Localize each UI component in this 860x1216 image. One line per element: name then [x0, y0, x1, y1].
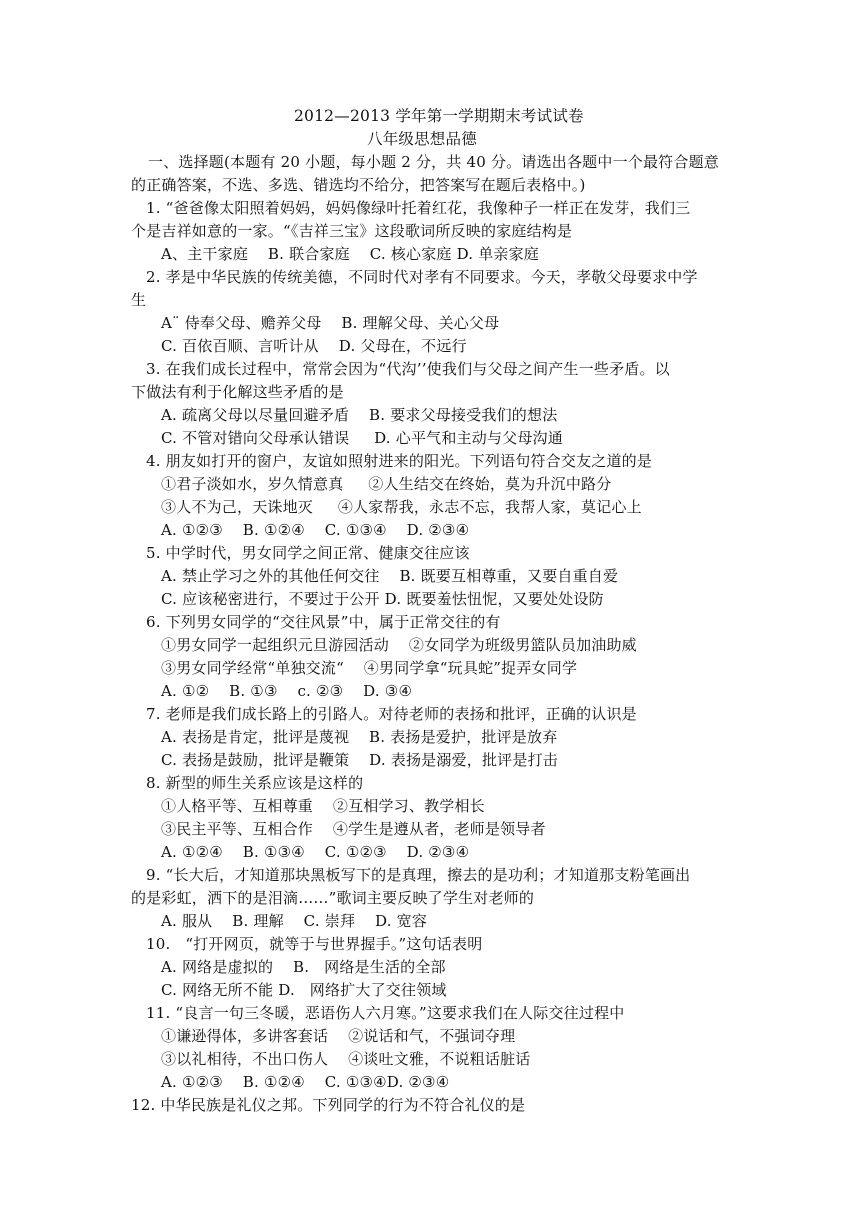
answer-options: C. 百依百顺、言听计从 D. 父母在，不远行 — [161, 337, 467, 355]
statement-options: ①君子淡如水，岁久情意真 ②人生结交在终始，莫为升沉中路分 — [161, 475, 612, 493]
answer-options: A. ①②④ B. ①③④ C. ①②③ D. ②③④ — [161, 843, 470, 861]
answer-options: A. ①② B. ①③ c. ②③ D. ③④ — [161, 682, 413, 700]
answer-options: A. 禁止学习之外的其他任何交往 B. 既要互相尊重，又要自重自爱 — [161, 567, 619, 585]
question-text: 生 — [131, 291, 147, 309]
statement-options: ①男女同学一起组织元旦游园活动 ②女同学为班级男篮队员加油助威 — [161, 636, 637, 654]
question-text: 4. 朋友如打开的窗户，友谊如照射进来的阳光。下列语句符合交友之道的是 — [146, 452, 653, 470]
answer-options: A. 网络是虚拟的 B. 网络是生活的全部 — [161, 958, 446, 976]
exam-title: 2012—2013 学年第一学期期末考试试卷 — [294, 107, 584, 125]
answer-options: C. 不管对错向父母承认错误 D. 心平气和主动与父母沟通 — [161, 429, 563, 447]
answer-options: A¨ 侍奉父母、赡养父母 B. 理解父母、关心父母 — [161, 314, 500, 332]
section-instructions: 一、选择题(本题有 20 小题，每小题 2 分，共 40 分。请选出各题中一个最符合题意 — [148, 153, 719, 171]
statement-options: ③以礼相待，不出口伤人 ④谈吐文雅，不说粗话脏话 — [161, 1050, 531, 1068]
answer-options: A. 表扬是肯定，批评是蔑视 B. 表扬是爱护，批评是放弃 — [161, 728, 558, 746]
answer-options: A. ①②③ B. ①②④ C. ①③④D. ②③④ — [161, 1073, 450, 1091]
answer-options: A. 服从 B. 理解 C. 崇拜 D. 宽容 — [161, 912, 428, 930]
answer-options: A. ①②③ B. ①②④ C. ①③④ D. ②③④ — [161, 521, 470, 539]
question-text: 6. 下列男女同学的“交往风景”中，属于正常交往的有 — [146, 613, 501, 631]
answer-options: A. 疏离父母以尽量回避矛盾 B. 要求父母接受我们的想法 — [161, 406, 558, 424]
question-text: 下做法有利于化解这些矛盾的是 — [131, 383, 344, 401]
statement-options: ③人不为己，天诛地灭 ④人家帮我，永志不忘，我帮人家，莫记心上 — [161, 498, 642, 516]
answer-options: A、主干家庭 B. 联合家庭 C. 核心家庭 D. 单亲家庭 — [161, 245, 540, 263]
question-text: 12. 中华民族是礼仪之邦。下列同学的行为不符合礼仪的是 — [131, 1096, 526, 1114]
question-text: 个是吉祥如意的一家。“《吉祥三宝》这段歌词所反映的家庭结构是 — [131, 222, 573, 240]
question-text: 10. “打开网页，就等于与世界握手。”这句话表明 — [146, 935, 483, 953]
question-text: 5. 中学时代，男女同学之间正常、健康交往应该 — [146, 544, 470, 562]
statement-options: ③民主平等、互相合作 ④学生是遵从者，老师是领导者 — [161, 820, 546, 838]
answer-options: C. 网络无所不能 D. 网络扩大了交往领域 — [161, 981, 447, 999]
statement-options: ③男女同学经常“单独交流“ ④男同学拿“玩具蛇”捉弄女同学 — [161, 659, 578, 677]
answer-options: C. 表扬是鼓励，批评是鞭策 D. 表扬是溺爱，批评是打击 — [161, 751, 558, 769]
answer-options: C. 应该秘密进行，不要过于公开 D. 既要羞怯忸怩，又要处处设防 — [161, 590, 604, 608]
question-text: 7. 老师是我们成长路上的引路人。对待老师的表扬和批评，正确的认识是 — [146, 705, 637, 723]
question-text: 9. “长大后，才知道那块黑板写下的是真理，擦去的是功利；才知道那支粉笔画出 — [146, 866, 691, 884]
question-text: 的是彩虹，洒下的是泪滴……”歌词主要反映了学生对老师的 — [131, 889, 535, 907]
statement-options: ①人格平等、互相尊重 ②互相学习、教学相长 — [161, 797, 485, 815]
question-text: 2. 孝是中华民族的传统美德，不同时代对孝有不同要求。今天，孝敬父母要求中学 — [146, 268, 698, 286]
question-text: 8. 新型的师生关系应该是这样的 — [146, 774, 364, 792]
question-text: 11. “良言一句三冬暖，恶语伤人六月寒。”这要求我们在人际交往过程中 — [146, 1004, 625, 1022]
exam-subtitle: 八年级思想品德 — [367, 130, 477, 148]
question-text: 3. 在我们成长过程中，常常会因为“代沟’’使我们与父母之间产生一些矛盾。以 — [146, 360, 670, 378]
question-text: 1. “爸爸像太阳照着妈妈，妈妈像绿叶托着红花，我像种子一样正在发芽，我们三 — [146, 199, 691, 217]
statement-options: ①谦逊得体，多讲客套话 ②说话和气，不强词夺理 — [161, 1027, 516, 1045]
section-instructions: 的正确答案，不选、多选、错选均不给分，把答案写在题后表格中。) — [131, 176, 586, 194]
